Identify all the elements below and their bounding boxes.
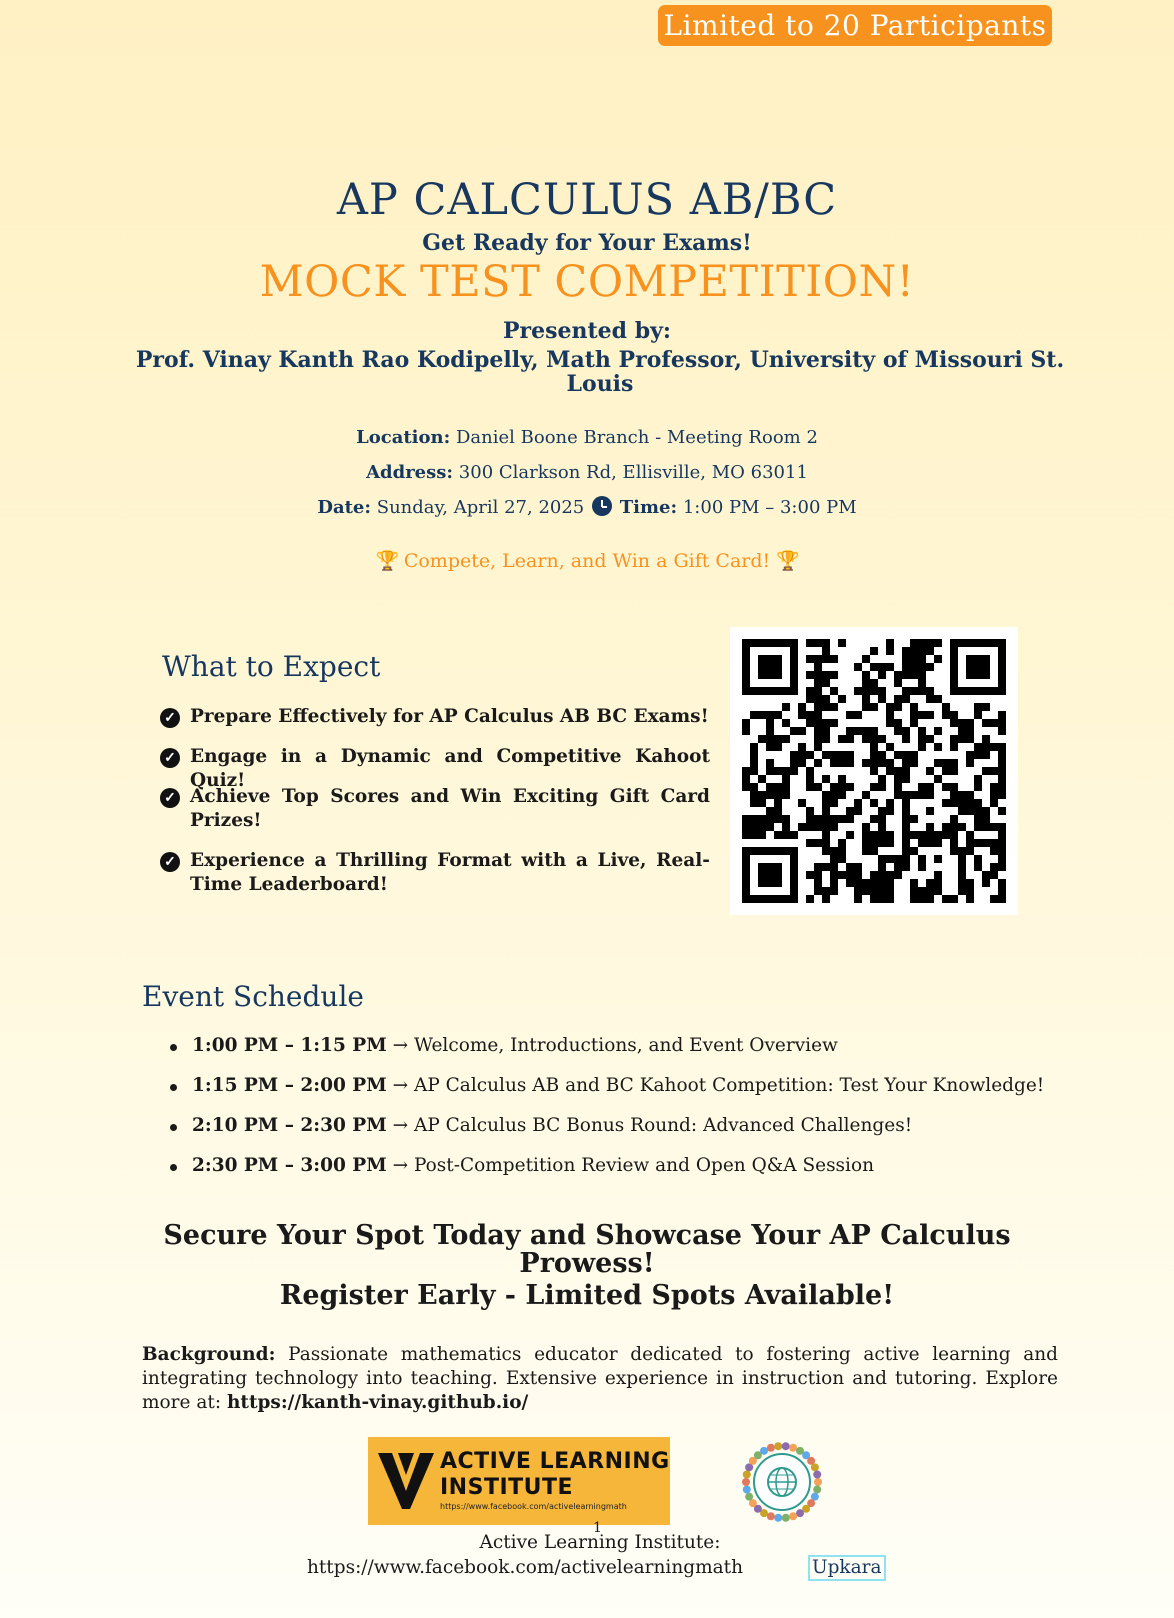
bullet-icon (170, 1084, 177, 1091)
date-value: Sunday, April 27, 2025 (376, 497, 585, 518)
schedule-desc: → AP Calculus BC Bonus Round: Advanced Challenges! (392, 1115, 913, 1136)
presenter-name: Prof. Vinay Kanth Rao Kodipelly, Math Professor, University of Missouri St. Louis (135, 347, 1065, 397)
location-value: Daniel Boone Branch - Meeting Room 2 (456, 427, 818, 448)
schedule-time: 1:15 PM – 2:00 PM (192, 1075, 387, 1096)
date-label: Date: (317, 497, 372, 518)
schedule-desc: → Post-Competition Review and Open Q&A Session (392, 1155, 875, 1176)
list-item-text: Achieve Top Scores and Win Exciting Gift Card Prizes! (190, 786, 710, 831)
address-line (0, 462, 1174, 483)
location-line (0, 427, 1174, 448)
schedule-heading: Event Schedule (142, 980, 364, 1013)
trophy-icon: 🏆 (776, 550, 800, 572)
schedule-time: 1:00 PM – 1:15 PM (192, 1035, 387, 1056)
expect-heading: What to Expect (162, 650, 381, 683)
date-time-line (0, 496, 1174, 518)
active-learning-logo[interactable] (368, 1437, 670, 1525)
subtitle: Get Ready for Your Exams! (422, 230, 752, 256)
ali-logo-text-1: ACTIVE LEARNING (440, 1449, 670, 1474)
schedule-desc: → AP Calculus AB and BC Kahoot Competition: Test Your Knowledge! (392, 1075, 1045, 1096)
ali-caption: Active Learning Institute: (479, 1532, 721, 1553)
list-item-text: Experience a Thrilling Format with a Live, Real-Time Leaderboard! (190, 850, 710, 895)
ali-logo-url: https://www.facebook.com/activelearningmath (440, 1502, 627, 1511)
background-url[interactable]: https://kanth-vinay.github.io/ (226, 1392, 529, 1413)
background-paragraph (142, 1343, 1058, 1415)
location-label: Location: (356, 427, 451, 448)
time-value: 1:00 PM – 3:00 PM (682, 497, 857, 518)
check-circle-icon: ✓ (160, 708, 180, 728)
check-circle-icon: ✓ (160, 788, 180, 808)
upkara-globe-icon (740, 1440, 824, 1524)
address-value: 300 Clarkson Rd, Ellisville, MO 63011 (458, 462, 808, 483)
presented-by-label: Presented by: (503, 318, 671, 344)
check-circle-icon: ✓ (160, 748, 180, 768)
time-label: Time: (619, 497, 678, 518)
background-text: Passionate mathematics educator dedicated to fostering active learning and integrating technology into teaching. Extensive experience in instruction and tutoring. Explore more at: (142, 1344, 1058, 1413)
schedule-desc: → Welcome, Introductions, and Event Overview (392, 1035, 838, 1056)
qr-code-graphic (742, 639, 1006, 903)
bullet-icon (170, 1124, 177, 1131)
schedule-time: 2:10 PM – 2:30 PM (192, 1115, 387, 1136)
upkara-link[interactable]: Upkara (808, 1555, 886, 1581)
headline: MOCK TEST COMPETITION! (259, 257, 915, 307)
page-number: 1 (593, 1520, 602, 1536)
ali-logo-text-2: INSTITUTE (440, 1475, 574, 1500)
bullet-icon (170, 1044, 177, 1051)
ali-link[interactable]: https://www.facebook.com/activelearningmath (306, 1557, 744, 1578)
check-circle-icon: ✓ (160, 852, 180, 872)
clock-icon (592, 496, 612, 516)
address-label: Address: (366, 462, 454, 483)
list-item-text: Prepare Effectively for AP Calculus AB BC Exams! (190, 706, 709, 727)
list-item-text: Engage in a Dynamic and Competitive Kahoot Quiz! (190, 746, 710, 791)
trophy-icon: 🏆 (375, 550, 400, 572)
tagline-text: Compete, Learn, and Win a Gift Card! (403, 550, 771, 572)
bullet-icon (170, 1164, 177, 1171)
ali-logo-mark-icon (376, 1451, 436, 1511)
participants-badge: Limited to 20 Participants (658, 5, 1052, 46)
schedule-time: 2:30 PM – 3:00 PM (192, 1155, 387, 1176)
upkara-logo[interactable] (740, 1440, 824, 1524)
cta-line-1: Secure Your Spot Today and Showcase Your AP Calculus Prowess! (163, 1220, 1011, 1279)
tagline (0, 549, 1174, 572)
qr-code[interactable] (730, 627, 1018, 915)
cta-line-2: Register Early - Limited Spots Available! (279, 1280, 895, 1311)
page-title: AP CALCULUS AB/BC (336, 175, 838, 225)
background-label: Background: (142, 1344, 276, 1365)
